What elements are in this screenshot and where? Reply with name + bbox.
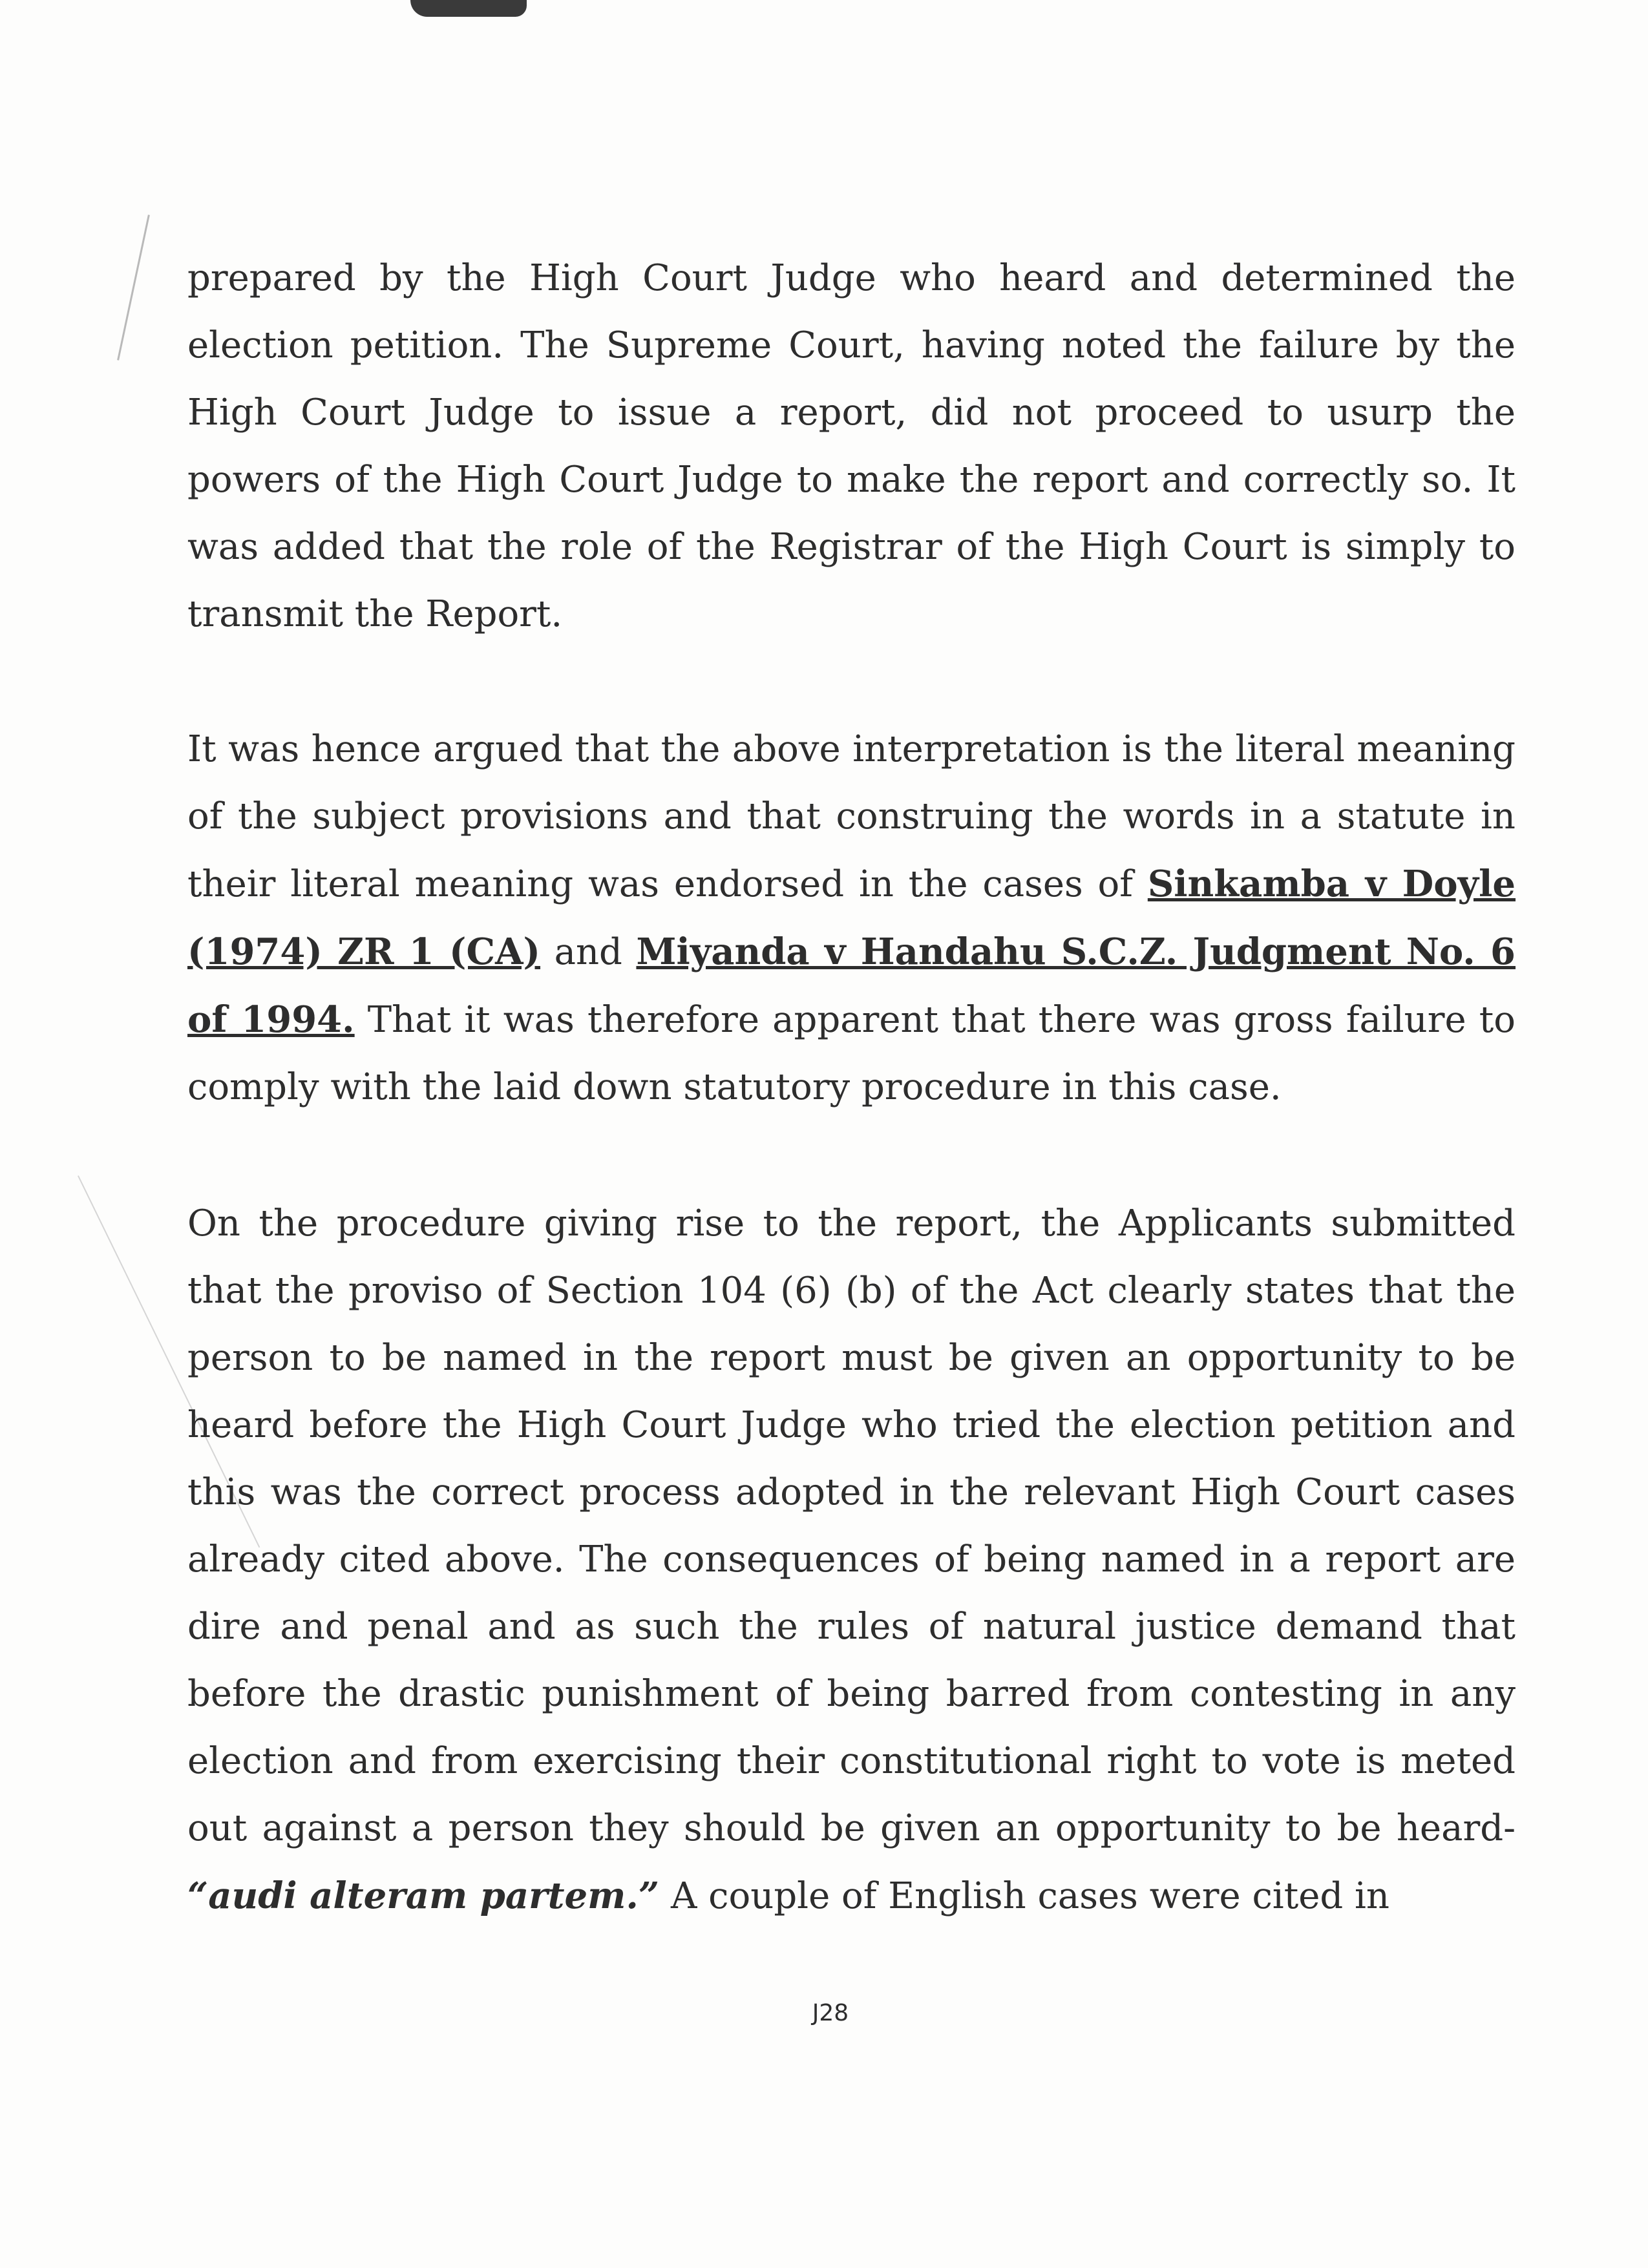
paragraph-1-text: prepared by the High Court Judge who heard and determined the election petition. The Supreme Court, having noted the failure by the High Court Judge to issue a report, did not proceed to usurp the powers of the High Court Judge to make the report and correctly so. It was added that the role of the Registrar of the High Court is simply to transmit the Report. — [187, 257, 1516, 635]
paragraph-2-text-1: It was hence argued that the above interpretation is the literal meaning of the subject provisions and that construing the words in a statute in their literal meaning was endorsed in the cases of — [187, 728, 1516, 905]
page-number: J28 — [812, 2000, 849, 2026]
case-citation-miyanda: Miyanda v Handahu S.C.Z. Judgment No. 6 of 1994. — [187, 930, 1516, 1041]
scan-artifact — [410, 0, 527, 17]
paragraph-3-text-2: A couple of English cases were cited in — [659, 1875, 1389, 1917]
paragraph-3 — [187, 1190, 1516, 1930]
case-citation-sinkamba: Sinkamba v Doyle (1974) ZR 1 (CA) — [187, 863, 1516, 973]
paragraph-2 — [187, 716, 1516, 1121]
paragraph-2-text-2: and — [540, 931, 637, 973]
latin-maxim: “audi alteram partem.” — [187, 1874, 660, 1917]
paragraph-2-text-3: That it was therefore apparent that there was gross failure to comply with the laid down statutory procedure in this case. — [187, 999, 1516, 1108]
paragraph-3-text-1: On the procedure giving rise to the report, the Applicants submitted that the proviso of Section 104 (6) (b) of the Act clearly states that the person to be named in the report must be given an opportunity to be heard before the High Court Judge who tried the election petition and this was the correct process adopted in the relevant High Court cases already cited above. The consequences of being named in a report are dire and penal and as such the rules of natural justice demand that before the drastic punishment of being barred from contesting in any election and from exercising their constitutional right to vote is meted out against a person they should be given an opportunity to be heard- — [187, 1202, 1516, 1849]
scan-edge-mark — [117, 215, 150, 361]
paragraph-1 — [187, 245, 1516, 648]
